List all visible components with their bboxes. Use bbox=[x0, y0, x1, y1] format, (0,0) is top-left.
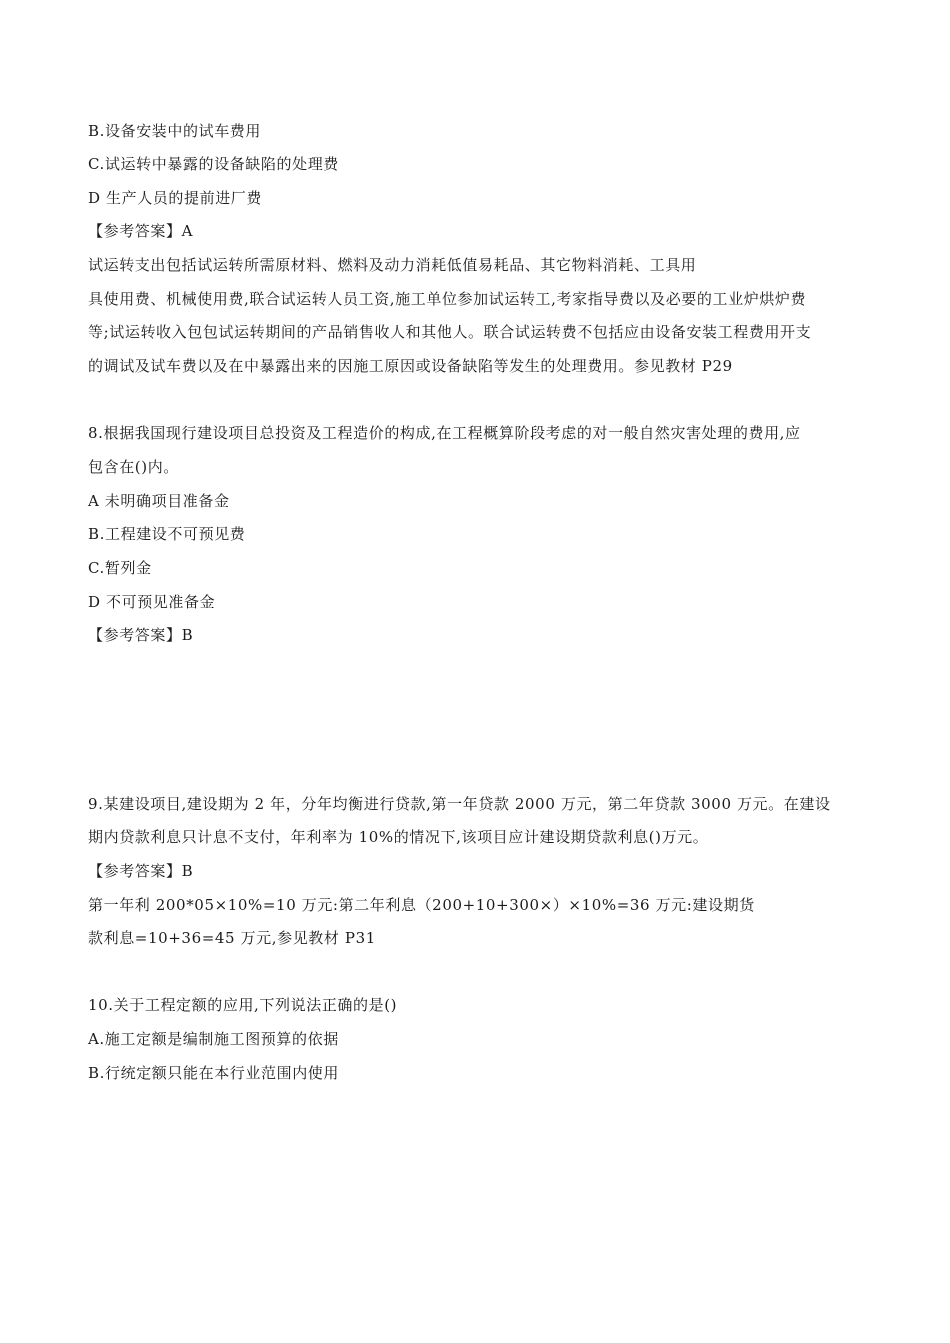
q8-option-d: D 不可预见准备金 bbox=[88, 593, 216, 611]
q7-explanation-line-1: 试运转支出包括试运转所需原材料、燃料及动力消耗低值易耗品、其它物料消耗、工具用 bbox=[88, 256, 697, 274]
q10-option-b: B.行统定额只能在本行业范围内使用 bbox=[88, 1064, 339, 1082]
q7-explanation-line-2: 具使用费、机械使用费,联合试运转人员工资,施工单位参加试运转工,考家指导费以及必要的工业炉烘炉费 bbox=[88, 290, 807, 308]
q8-option-c: C.暂列金 bbox=[88, 559, 152, 577]
q10-question: 10.关于工程定额的应用,下列说法正确的是() bbox=[88, 996, 398, 1014]
q8-answer: 【参考答案】B bbox=[88, 626, 194, 644]
q8-option-b: B.工程建设不可预见费 bbox=[88, 525, 246, 543]
q9-question-line-2: 期内贷款利息只计息不支付，年利率为 10%的情况下,该项目应计建设期贷款利息()万元。 bbox=[88, 828, 709, 846]
q10-option-a: A.施工定额是编制施工图预算的依据 bbox=[88, 1030, 339, 1048]
q8-question-line-1: 8.根据我国现行建设项目总投资及工程造价的构成,在工程概算阶段考虑的对一般自然灾害处理的费用,应 bbox=[88, 424, 801, 442]
q9-question-line-1: 9.某建设项目,建设期为 2 年，分年均衡进行贷款,第一年贷款 2000 万元，第二年贷款 3000 万元。在建设 bbox=[88, 795, 831, 813]
q9-answer: 【参考答案】B bbox=[88, 862, 194, 880]
q9-explanation-line-2: 款利息=10+36=45 万元,参见教材 P31 bbox=[88, 929, 376, 947]
q7-explanation-line-3: 等;试运转收入包包试运转期间的产品销售收人和其他人。联合试运转费不包括应由设备安装工程费用开支 bbox=[88, 323, 812, 341]
q7-answer: 【参考答案】A bbox=[88, 222, 194, 240]
q7-option-b: B.设备安装中的试车费用 bbox=[88, 122, 261, 140]
q7-option-d: D 生产人员的提前进厂费 bbox=[88, 189, 262, 207]
q7-explanation-line-4: 的调试及试车费以及在中暴露出来的因施工原因或设备缺陷等发生的处理费用。参见教材 P29 bbox=[88, 357, 733, 375]
q9-explanation-line-1: 第一年利 200*05×10%=10 万元:第二年利息（200+10+300×）×10%=36 万元:建设期货 bbox=[88, 896, 755, 914]
q8-question-line-2: 包含在()内。 bbox=[88, 458, 179, 476]
q7-option-c: C.试运转中暴露的设备缺陷的处理费 bbox=[88, 155, 339, 173]
q8-option-a: A 未明确项目准备金 bbox=[88, 492, 230, 510]
